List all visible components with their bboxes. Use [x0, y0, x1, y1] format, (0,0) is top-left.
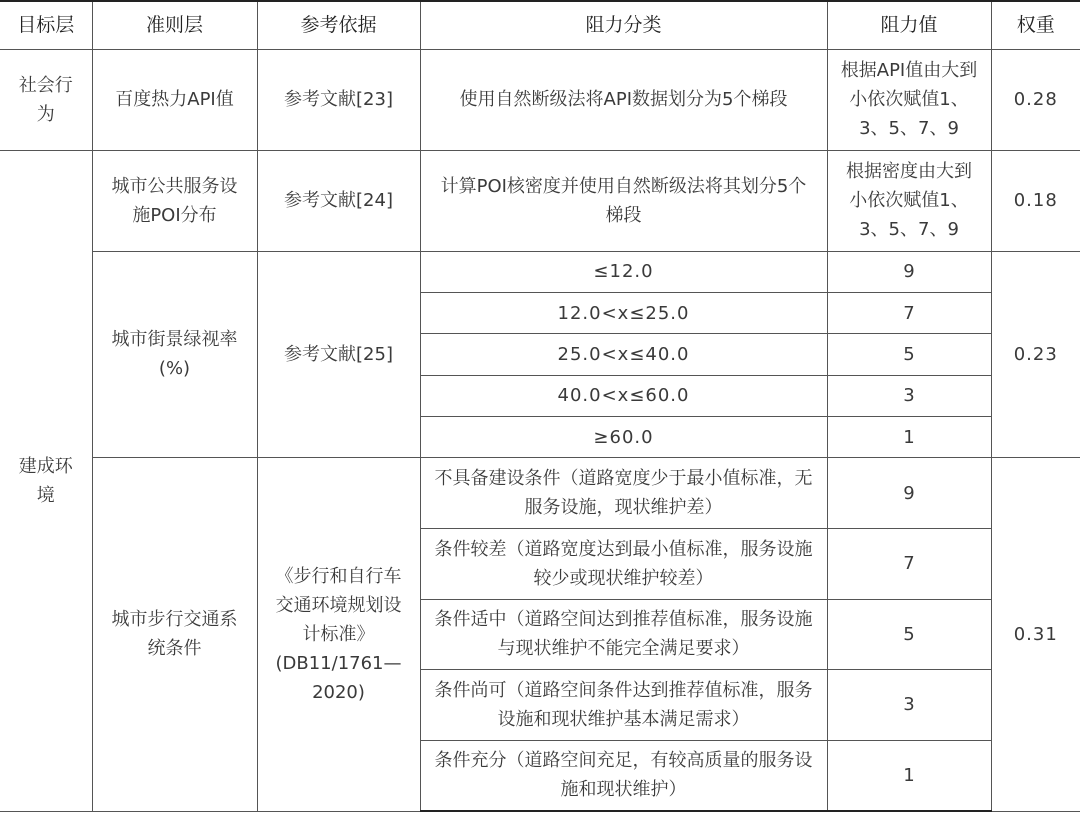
criterion-green: 城市街景绿视率(%) [92, 251, 257, 458]
criterion-walk: 城市步行交通系统条件 [92, 458, 257, 811]
classification-walk: 条件较差（道路宽度达到最小值标准，服务设施较少或现状维护较差） [420, 528, 827, 599]
value-walk: 7 [827, 528, 991, 599]
value-green: 9 [827, 251, 991, 292]
value-walk: 9 [827, 458, 991, 529]
header-resistance-value: 阻力值 [827, 1, 991, 49]
classification-poi: 计算POI核密度并使用自然断级法将其划分5个梯段 [420, 150, 827, 251]
table-row [0, 49, 1080, 150]
reference-24: 参考文献[24] [257, 150, 420, 251]
target-built: 建成环境 [0, 150, 92, 811]
table-row [0, 251, 1080, 292]
reference-23: 参考文献[23] [257, 49, 420, 150]
weight-api: 0.28 [991, 49, 1080, 150]
classification-api: 使用自然断级法将API数据划分为5个梯段 [420, 49, 827, 150]
weight-walk: 0.31 [991, 458, 1080, 811]
header-classification: 阻力分类 [420, 1, 827, 49]
header-row [0, 1, 1080, 49]
classification-green: 25.0<x≤40.0 [420, 334, 827, 375]
classification-green: ≥60.0 [420, 417, 827, 458]
criterion-poi: 城市公共服务设施POI分布 [92, 150, 257, 251]
header-target-layer: 目标层 [0, 1, 92, 49]
value-walk: 5 [827, 599, 991, 670]
value-green: 7 [827, 292, 991, 333]
value-poi: 根据密度由大到小依次赋值1、3、5、7、9 [827, 150, 991, 251]
table-row [0, 458, 1080, 529]
classification-green: 12.0<x≤25.0 [420, 292, 827, 333]
value-walk: 3 [827, 670, 991, 741]
classification-walk: 不具备建设条件（道路宽度少于最小值标准，无服务设施，现状维护差） [420, 458, 827, 529]
weight-poi: 0.18 [991, 150, 1080, 251]
target-social: 社会行为 [0, 49, 92, 150]
classification-green: ≤12.0 [420, 251, 827, 292]
reference-25: 参考文献[25] [257, 251, 420, 458]
classification-green: 40.0<x≤60.0 [420, 375, 827, 416]
table-row [0, 150, 1080, 251]
weight-green: 0.23 [991, 251, 1080, 458]
value-green: 1 [827, 417, 991, 458]
classification-walk: 条件尚可（道路空间条件达到推荐值标准，服务设施和现状维护基本满足需求） [420, 670, 827, 741]
reference-db11: 《步行和自行车交通环境规划设计标准》(DB11/1761—2020) [257, 458, 420, 811]
criterion-api: 百度热力API值 [92, 49, 257, 150]
header-criterion-layer: 准则层 [92, 1, 257, 49]
header-reference: 参考依据 [257, 1, 420, 49]
value-green: 3 [827, 375, 991, 416]
header-weight: 权重 [991, 1, 1080, 49]
value-green: 5 [827, 334, 991, 375]
value-api: 根据API值由大到小依次赋值1、3、5、7、9 [827, 49, 991, 150]
classification-walk: 条件适中（道路空间达到推荐值标准，服务设施与现状维护不能完全满足要求） [420, 599, 827, 670]
value-walk: 1 [827, 740, 991, 811]
classification-walk: 条件充分（道路空间充足，有较高质量的服务设施和现状维护） [420, 740, 827, 811]
